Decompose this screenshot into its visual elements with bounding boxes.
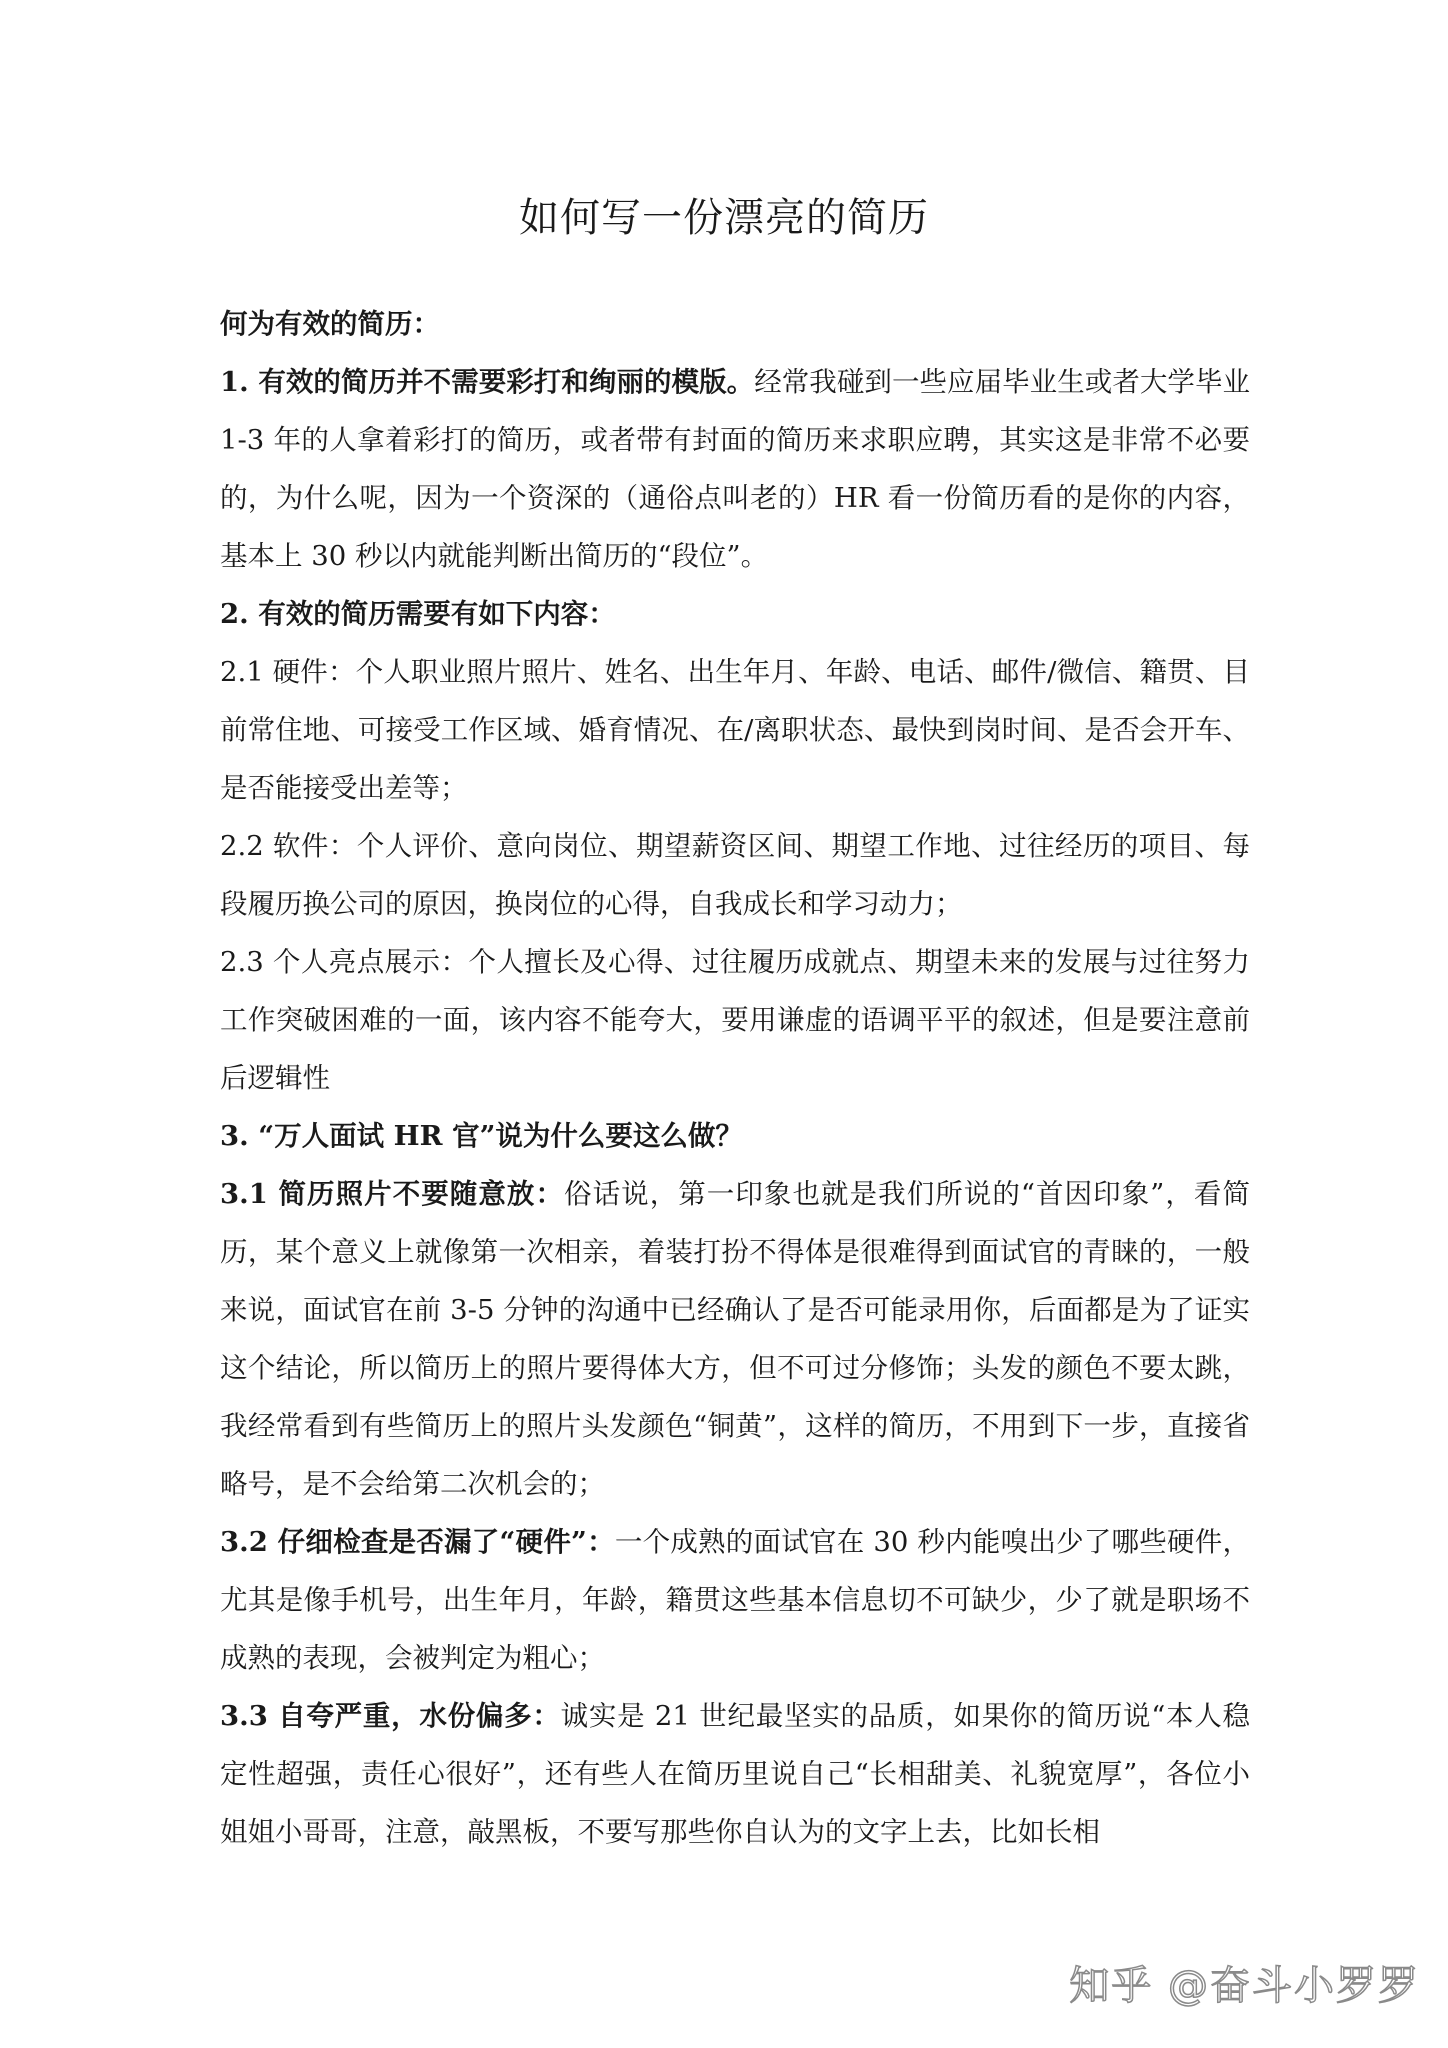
paragraph-2-3: 2.3 个人亮点展示：个人擅长及心得、过往履历成就点、期望未来的发展与过往努力工作突破困难的一面，该内容不能夸大，要用谦虚的语调平平的叙述，但是要注意前后逻辑性 xyxy=(220,946,1250,1094)
page-title: 如何写一份漂亮的简历 xyxy=(519,195,929,241)
paragraph-3-1 xyxy=(220,1165,1250,1513)
paragraph-3-heading: 3. “万人面试 HR 官”说为什么要这么做？ xyxy=(220,1120,743,1152)
paragraph-2-1: 2.1 硬件：个人职业照片照片、姓名、出生年月、年龄、电话、邮件/微信、籍贯、目前常住地、可接受工作区域、婚育情况、在/离职状态、最快到岗时间、是否会开车、是否能接受出差等； xyxy=(220,656,1250,804)
paragraph-1 xyxy=(220,353,1250,585)
section-heading: 何为有效的简历： xyxy=(220,308,440,340)
paragraph-2-2: 2.2 软件：个人评价、意向岗位、期望薪资区间、期望工作地、过往经历的项目、每段履历换公司的原因，换岗位的心得，自我成长和学习动力； xyxy=(220,830,1250,920)
paragraph-3-1-text: 俗话说，第一印象也就是我们所说的“首因印象”，看简历，某个意义上就像第一次相亲，着装打扮不得体是很难得到面试官的青睐的，一般来说，面试官在前 3-5 分钟的沟通中已经确认了是否可能录用你，后面都是为了证实这个结论，所以简历上的照片要得体大方，但不可过分修饰；头发的颜色不要太跳，我经常看到有些简历上的照片头发颜色“铜黄”，这样的简历，不用到下一步，直接省略号，是不会给第二次机会的； xyxy=(220,1178,1250,1500)
paragraph-2-heading: 2. 有效的简历需要有如下内容： xyxy=(220,598,616,630)
zhihu-watermark: 知乎 @奋斗小罗罗 xyxy=(1069,1963,1420,2009)
paragraph-3-2 xyxy=(220,1513,1250,1687)
paragraph-3-3 xyxy=(220,1687,1250,1861)
paragraph-3-3-lead: 3.3 自夸严重，水份偏多： xyxy=(220,1700,561,1732)
paragraph-1-text: 经常我碰到一些应届毕业生或者大学毕业 1-3 年的人拿着彩打的简历，或者带有封面的简历来求职应聘，其实这是非常不必要的，为什么呢，因为一个资深的（通俗点叫老的）HR 看一份简历看的是你的内容，基本上 30 秒以内就能判断出简历的“段位”。 xyxy=(220,366,1251,572)
paragraph-1-lead: 1. 有效的简历并不需要彩打和绚丽的模版。 xyxy=(220,366,755,398)
paragraph-3-2-lead: 3.2 仔细检查是否漏了“硬件”： xyxy=(220,1526,615,1558)
paragraph-3-1-lead: 3.1 简历照片不要随意放： xyxy=(220,1178,565,1210)
paragraph-3-2-text: 一个成熟的面试官在 30 秒内能嗅出少了哪些硬件，尤其是像手机号，出生年月，年龄，籍贯这些基本信息切不可缺少，少了就是职场不成熟的表现，会被判定为粗心； xyxy=(220,1526,1250,1674)
document-body xyxy=(220,295,1250,1861)
paragraph-3-3-text: 诚实是 21 世纪最坚实的品质，如果你的简历说“本人稳定性超强，责任心很好”，还有些人在简历里说自己“长相甜美、礼貌宽厚”，各位小姐姐小哥哥，注意，敲黑板，不要写那些你自认为的文字上去，比如长相 xyxy=(220,1700,1250,1848)
